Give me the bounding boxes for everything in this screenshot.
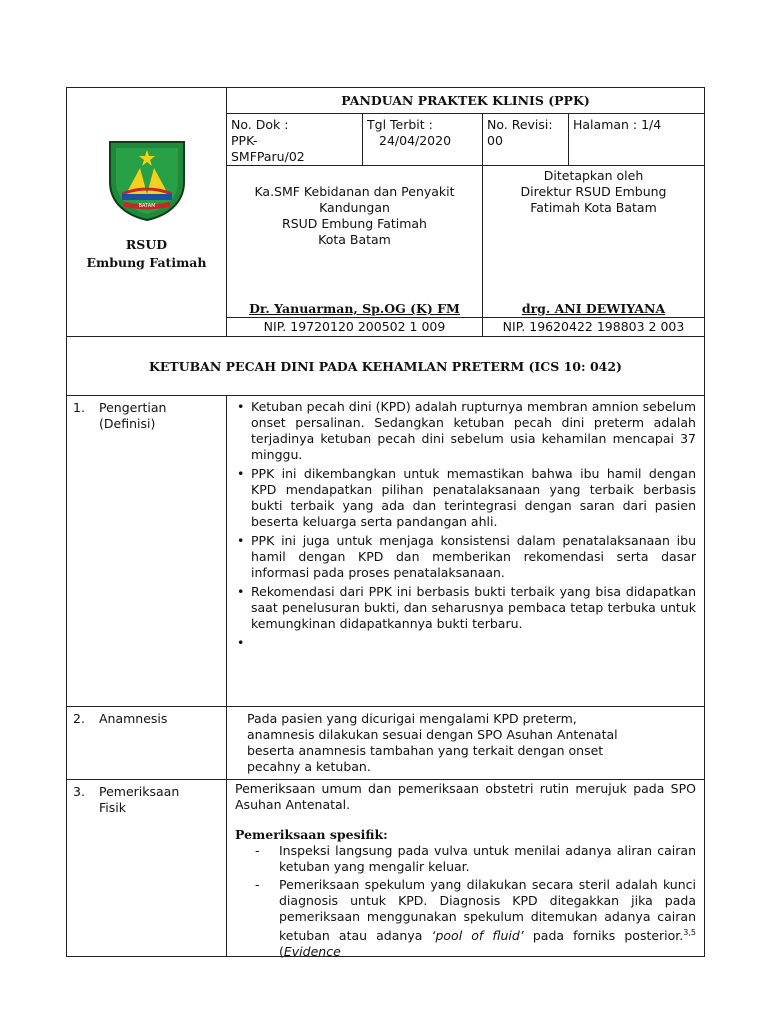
left-sign-line3: RSUD Embung Fatimah — [282, 216, 427, 231]
list-item — [279, 877, 696, 960]
section-number: 3. — [73, 784, 85, 799]
header-row — [67, 88, 704, 337]
list-item: • PPK ini juga untuk menjaga konsistensi dalam penatalaksanaan ibu hamil dengan KPD dan memberikan rekomendasi serta dasar informasi pada proses penatalaksanaan. — [251, 533, 696, 581]
section-content — [227, 780, 704, 960]
anamnesis-line3: beserta anamnesis tambahan yang terkait dengan onset — [247, 743, 604, 758]
right-sign-line1: Ditetapkan oleh — [543, 168, 644, 183]
no-dok-label: No. Dok : — [231, 117, 289, 132]
no-dok-value2: SMFParu/02 — [231, 149, 305, 164]
section-pemeriksaan-fisik — [67, 780, 704, 960]
logo-text: BATAM — [138, 203, 155, 209]
left-sign-text — [227, 166, 482, 301]
tgl-terbit-cell — [363, 114, 483, 165]
list-item-empty — [251, 635, 696, 649]
list-item: • Ketuban pecah dini (KPD) adalah rupturnya membran amnion sebelum onset persalinan. Sedangkan ketuban pecah dini preterm adalah terjadinya ketuban pecah dini sebelum usia kehamilan mencapai 37 minggu. — [251, 399, 696, 463]
left-sign-line2: Kandungan — [319, 200, 390, 215]
definition-list — [235, 399, 696, 649]
right-sign-text — [483, 166, 704, 301]
halaman-value: Halaman : 1/4 — [573, 117, 662, 132]
revisi-cell — [483, 114, 569, 165]
left-signer-name: Dr. Yanuarman, Sp.OG (K) FM — [249, 301, 460, 316]
section-content — [227, 396, 704, 706]
hospital-logo-icon — [106, 138, 188, 222]
list-item: • Rekomendasi dari PPK ini berbasis bukti terbaik yang bisa didapatkan saat penelusuran bukti, dan seharusnya pembaca tetap terbuka untuk kemungkinan didapatkannya bukti terbaru. — [251, 584, 696, 632]
signature-row — [227, 166, 704, 336]
section-title-line2: (Definisi) — [99, 416, 156, 431]
list-item: - Inspeksi langsung pada vulva untuk menilai adanya aliran cairan ketuban yang mengalir keluar. — [279, 843, 696, 875]
anamnesis-line1: Pada pasien yang dicurigai mengalami KPD preterm, — [247, 711, 577, 726]
exam-paren: ( — [279, 944, 284, 960]
left-sign-line4: Kota Batam — [318, 232, 391, 247]
section-number: 2. — [73, 711, 85, 726]
section-title-line1: Pemeriksaan — [99, 784, 180, 799]
left-signature — [227, 166, 483, 336]
exam-list — [235, 843, 696, 960]
section-number: 1. — [73, 400, 85, 415]
document-title: PANDUAN PRAKTEK KLINIS (PPK) — [227, 88, 704, 114]
section-pengertian — [67, 396, 704, 707]
topic-title: KETUBAN PECAH DINI PADA KEHAMLAN PRETERM (ICS 10: 042) — [67, 337, 704, 396]
left-sign-line1: Ka.SMF Kebidanan dan Penyakit — [254, 184, 455, 199]
section-title-line2: Fisik — [99, 800, 126, 815]
section-anamnesis — [67, 707, 704, 780]
anamnesis-line2: anamnesis dilakukan sesuai dengan SPO Asuhan Antenatal — [247, 727, 618, 742]
right-sign-line3: Fatimah Kota Batam — [530, 200, 657, 215]
right-signature — [483, 166, 704, 336]
section-title — [99, 784, 179, 952]
header-right — [227, 88, 704, 336]
tgl-label: Tgl Terbit : — [367, 117, 433, 132]
meta-row — [227, 114, 704, 166]
exam-text-cont: pada forniks posterior. — [523, 928, 684, 944]
section-content — [227, 707, 704, 779]
exam-subheading: Pemeriksaan spesifik: — [235, 827, 388, 842]
hospital-line2: Embung Fatimah — [86, 255, 207, 270]
exam-text: Pemeriksaan spekulum yang dilakukan secara steril adalah kunci diagnosis untuk KPD. Diagnosis KPD ditegakkan jika pada pemeriksaan menggunakan spekulum ditemukan adanya cairan ketuban atau adanya — [279, 877, 696, 944]
exam-evidence: Evidence — [283, 944, 341, 960]
section-label — [67, 396, 227, 706]
no-dok-value1: PPK- — [231, 133, 258, 148]
section-title-line1: Pengertian — [99, 400, 167, 415]
right-sign-line2: Direktur RSUD Embung — [520, 184, 667, 199]
logo-cell — [67, 88, 227, 336]
section-label — [67, 707, 227, 779]
ppk-document — [66, 87, 705, 960]
anamnesis-line4: pecahny a ketuban. — [247, 759, 371, 774]
tgl-value: 24/04/2020 — [379, 133, 452, 148]
exam-citation: 3,5 — [683, 928, 697, 937]
exam-emphasis: ‘pool of fluid’ — [431, 928, 524, 944]
halaman-cell — [569, 114, 704, 165]
no-dok-cell — [227, 114, 363, 165]
hospital-name — [87, 236, 207, 272]
revisi-value: 00 — [487, 133, 503, 148]
right-signer-name: drg. ANI DEWIYANA — [521, 301, 666, 316]
list-item: • PPK ini dikembangkan untuk memastikan bahwa ibu hamil dengan KPD mendapatkan pilihan penatalaksanaan yang terbaik berbasis bukti terbaik yang ada dan terintegrasi dengan saran dari pasien beserta keluarga serta pandangan ahli. — [251, 466, 696, 530]
section-title — [99, 400, 166, 702]
exam-intro: Pemeriksaan umum dan pemeriksaan obstetri rutin merujuk pada SPO Asuhan Antenatal. — [235, 781, 696, 812]
right-signer-nip: NIP. 19620422 198803 2 003 — [483, 317, 704, 336]
section-title: Anamnesis — [99, 711, 168, 726]
left-signer-nip: NIP. 19720120 200502 1 009 — [227, 317, 482, 336]
hospital-line1: RSUD — [125, 237, 168, 252]
revisi-label: No. Revisi: — [487, 117, 553, 132]
section-label — [67, 780, 227, 956]
